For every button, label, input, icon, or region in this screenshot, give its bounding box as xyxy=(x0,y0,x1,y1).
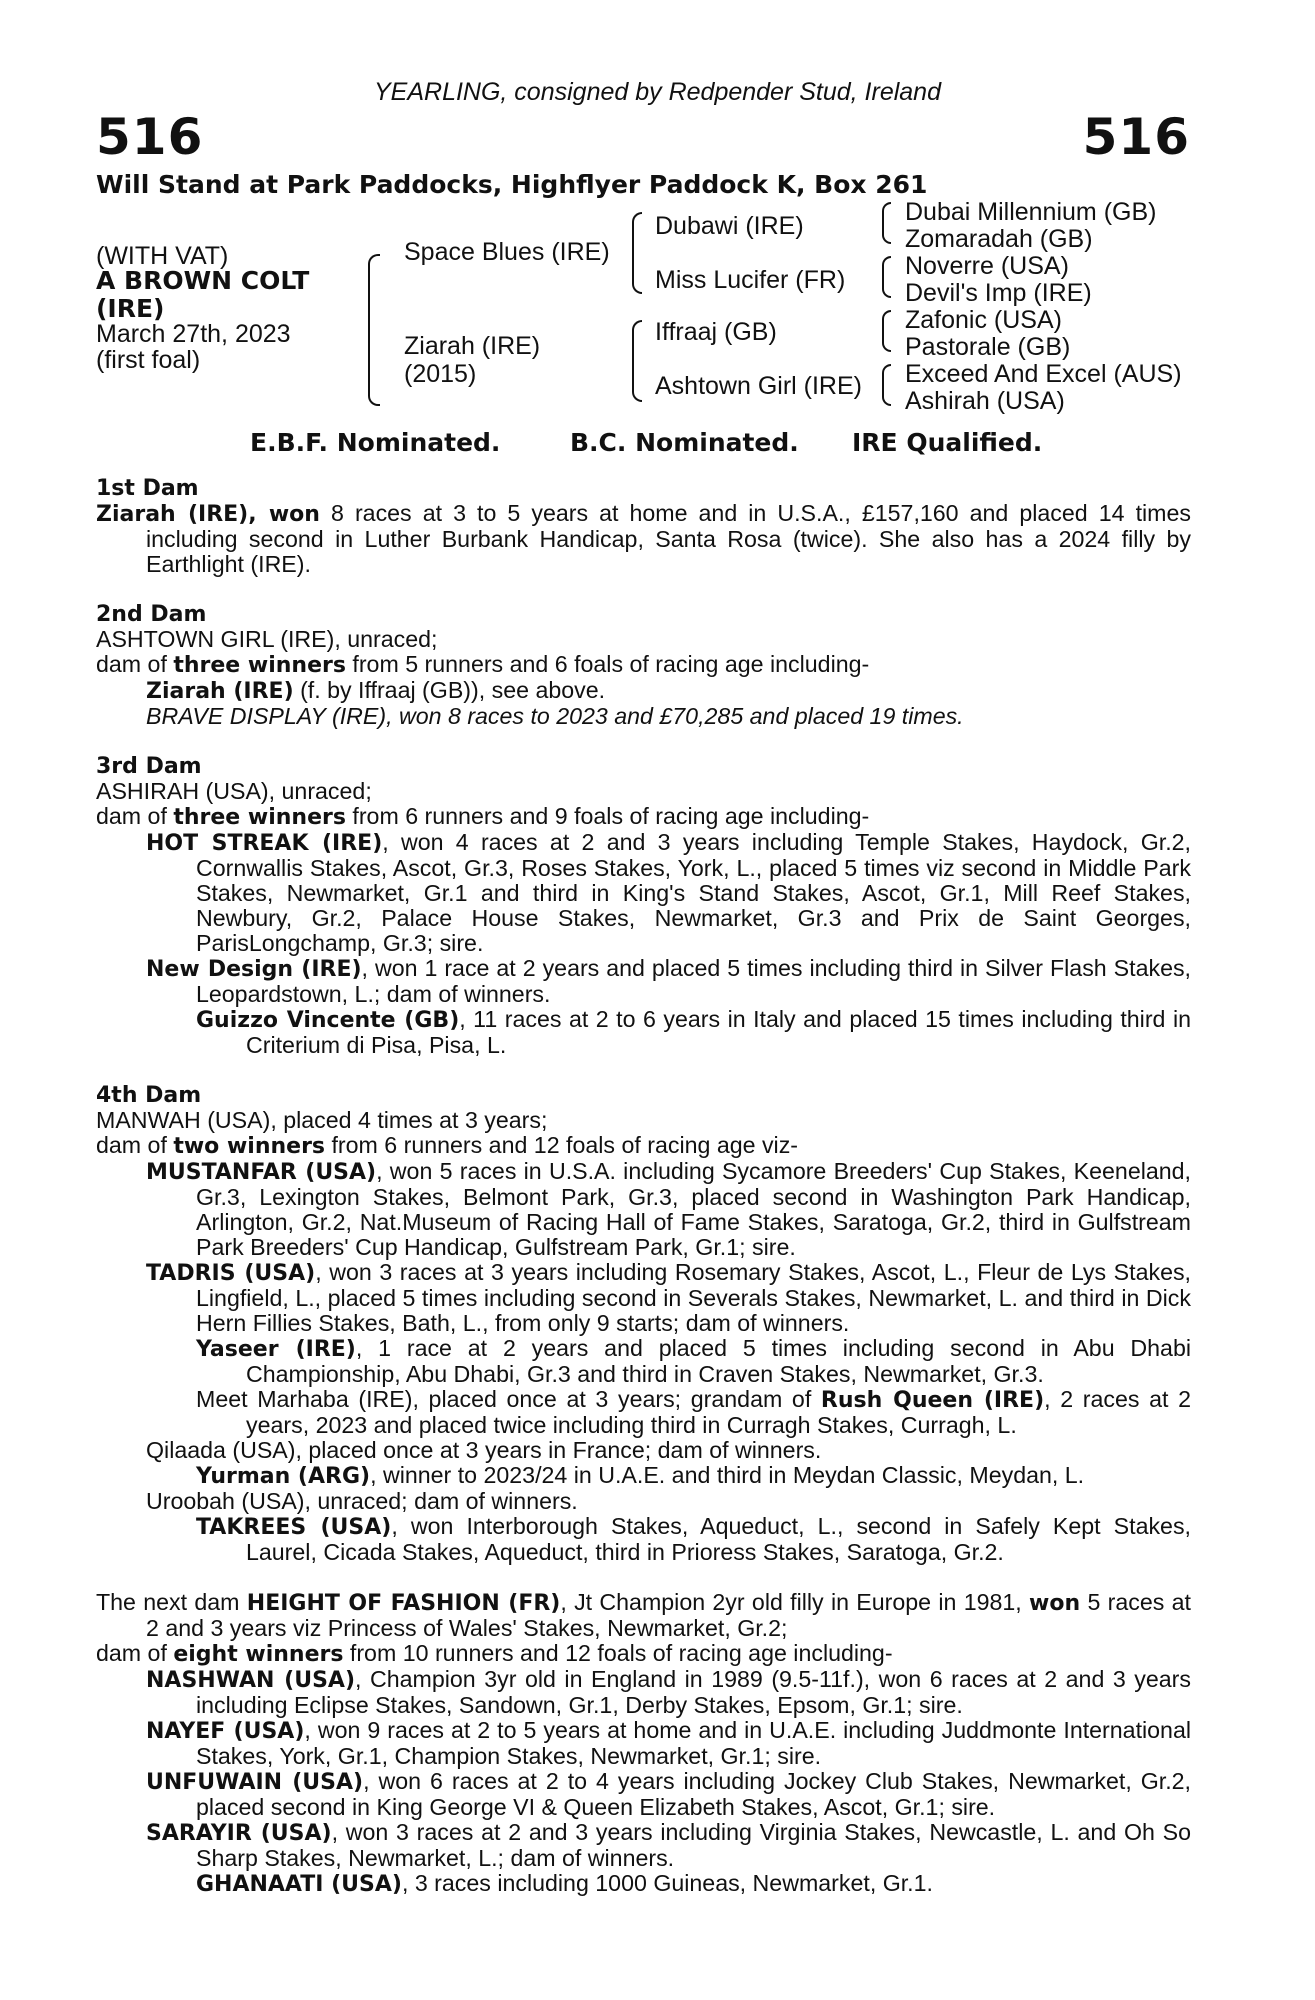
ire-qualified: IRE Qualified. xyxy=(852,428,1043,457)
pedigree-sire-dam: Miss Lucifer (FR) xyxy=(655,266,846,294)
dam4-entry-8: TAKREES (USA), won Interborough Stakes, Aqueduct, L., second in Safely Kept Stakes, Laurel, Cicada Stakes, Aqueduct, third in Prioress Stakes, Saratoga, Gr.2. xyxy=(196,1513,1191,1565)
foaling-date: March 27th, 2023 xyxy=(96,320,291,348)
pedigree-ddd: Ashirah (USA) xyxy=(905,387,1065,415)
pedigree-brace-dam xyxy=(632,320,642,402)
dam1-text: 8 races at 3 to 5 years at home and in U.S.A., £157,160 and placed 14 times including second in Luther Burbank Handicap, Santa Rosa (twice). She also has a 2024 filly by Earthlight (IRE). xyxy=(146,500,1191,577)
dam2-entry-1: Ziarah (IRE) (f. by Iffraaj (GB)), see above. xyxy=(146,677,606,704)
dam4-entry-1: MUSTANFAR (USA), won 5 races in U.S.A. including Sycamore Breeders' Cup Stakes, Keeneland, Gr.3, Lexington Stakes, Belmont Park, Gr.3, placed second in Washington Park Handicap, Arlington, Gr.2, Nat.Museum of Racing Hall of Fame Stakes, Saratoga, Gr.2, third in Gulfstream Park Breeders' Cup Handicap, Gulfstream Park, Gr.1; sire. xyxy=(146,1158,1191,1260)
dam3-entry-3: Guizzo Vincente (GB), 11 races at 2 to 6 years in Italy and placed 15 times including third in Criterium di Pisa, Pisa, L. xyxy=(196,1006,1191,1058)
dam2-produce-summary: dam of three winners from 5 runners and 6 foals of racing age including- xyxy=(96,651,870,678)
stand-location: Will Stand at Park Paddocks, Highflyer Paddock K, Box 261 xyxy=(96,170,928,199)
next-dam-entry-2: NAYEF (USA), won 9 races at 2 to 5 years at home and in U.A.E. including Juddmonte International Stakes, York, Gr.1, Champion Stakes, Newmarket, Gr.1; sire. xyxy=(146,1717,1192,1769)
dam1-heading: 1st Dam xyxy=(96,476,199,501)
dam2-line1: ASHTOWN GIRL (IRE), unraced; xyxy=(96,626,438,652)
dam3-produce-summary: dam of three winners from 6 runners and 9 foals of racing age including- xyxy=(96,803,870,830)
dam1-name: Ziarah (IRE), won xyxy=(96,502,320,527)
lot-number-left: 516 xyxy=(96,108,204,166)
pedigree-dam-line1: Ziarah (IRE) xyxy=(404,332,541,360)
pedigree-sss: Dubai Millennium (GB) xyxy=(905,198,1157,226)
pedigree-dam-line2: (2015) xyxy=(404,360,477,388)
pedigree-brace-dd xyxy=(882,364,891,406)
pedigree-sds: Noverre (USA) xyxy=(905,252,1069,280)
dam4-produce-summary: dam of two winners from 6 runners and 12 foals of racing age viz- xyxy=(96,1132,799,1159)
dam3-entry-2: New Design (IRE), won 1 race at 2 years and placed 5 times including third in Silver Flash Stakes, Leopardstown, L.; dam of winners. xyxy=(146,955,1191,1007)
pedigree-sire-sire: Dubawi (IRE) xyxy=(655,212,804,240)
dam3-heading: 3rd Dam xyxy=(96,754,202,779)
horse-name-line1: A BROWN COLT xyxy=(96,266,310,295)
lot-number-right: 516 xyxy=(1082,108,1190,166)
vat-note: (WITH VAT) xyxy=(96,242,229,270)
dam4-entry-7: Uroobah (USA), unraced; dam of winners. xyxy=(146,1488,578,1514)
dam3-entry-1: HOT STREAK (IRE), won 4 races at 2 and 3 years including Temple Stakes, Haydock, Gr.2, Cornwallis Stakes, Ascot, Gr.3, Roses Stakes, York, L., placed 5 times viz second in Middle Park Stakes, Newmarket, Gr.1 and third in King's Stand Stakes, Ascot, Gr.1, Mill Reef Stakes, Newbury, Gr.2, Palace House Stakes, Newmarket, Gr.3 and Prix de Saint Georges, ParisLongchamp, Gr.3; sire. xyxy=(146,829,1191,956)
dam4-entry-5: Qilaada (USA), placed once at 3 years in France; dam of winners. xyxy=(146,1437,822,1463)
pedigree-sdd: Devil's Imp (IRE) xyxy=(905,279,1092,307)
pedigree-ssd: Zomaradah (GB) xyxy=(905,225,1093,253)
dam4-entry-6: Yurman (ARG), winner to 2023/24 in U.A.E. and third in Meydan Classic, Meydan, L. xyxy=(196,1462,1085,1489)
foal-note: (first foal) xyxy=(96,346,201,374)
dam4-line1: MANWAH (USA), placed 4 times at 3 years; xyxy=(96,1107,548,1133)
dam2-entry-2: BRAVE DISPLAY (IRE), won 8 races to 2023 and £70,285 and placed 19 times. xyxy=(146,703,964,729)
next-dam-produce-summary: dam of eight winners from 10 runners and 12 foals of racing age including- xyxy=(96,1640,893,1667)
pedigree-brace-sd xyxy=(882,256,891,298)
produce-record xyxy=(96,476,1191,1897)
horse-name-line2: (IRE) xyxy=(96,294,165,323)
dam4-heading: 4th Dam xyxy=(96,1083,202,1108)
pedigree-dds: Exceed And Excel (AUS) xyxy=(905,360,1182,388)
next-dam-entry-3: UNFUWAIN (USA), won 6 races at 2 to 4 years including Jockey Club Stakes, Newmarket, Gr.2, placed second in King George VI & Queen Elizabeth Stakes, Ascot, Gr.1; sire. xyxy=(146,1768,1191,1820)
dam4-entry-4: Meet Marhaba (IRE), placed once at 3 years; grandam of Rush Queen (IRE), 2 races at 2 years, 2023 and placed twice including third in Curragh Stakes, Curragh, L. xyxy=(196,1386,1191,1438)
pedigree-brace-main xyxy=(368,254,380,406)
bc-nomination: B.C. Nominated. xyxy=(570,428,799,457)
next-dam-entry-1: NASHWAN (USA), Champion 3yr old in England in 1989 (9.5-11f.), won 6 races at 2 and 3 years including Eclipse Stakes, Sandown, Gr.1, Derby Stakes, Epsom, Gr.1; sire. xyxy=(146,1666,1191,1718)
pedigree-sire: Space Blues (IRE) xyxy=(404,238,610,266)
pedigree-dam-dam: Ashtown Girl (IRE) xyxy=(655,372,862,400)
pedigree-brace-sire xyxy=(632,212,642,294)
dam4-entry-3: Yaseer (IRE), 1 race at 2 years and placed 5 times including second in Abu Dhabi Championship, Abu Dhabi, Gr.3 and third in Craven Stakes, Newmarket, Gr.3. xyxy=(196,1335,1191,1387)
ebf-nomination: E.B.F. Nominated. xyxy=(250,428,501,457)
dam4-entry-2: TADRIS (USA), won 3 races at 3 years including Rosemary Stakes, Ascot, L., Fleur de Lys Stakes, Lingfield, L., placed 5 times including second in Severals Stakes, Newmarket, L. and third in Dick Hern Fillies Stakes, Bath, L., from only 9 starts; dam of winners. xyxy=(146,1259,1192,1336)
next-dam-entry-4: SARAYIR (USA), won 3 races at 2 and 3 years including Virginia Stakes, Newcastle, L. and Oh So Sharp Stakes, Newmarket, L.; dam of winners. xyxy=(146,1819,1191,1871)
pedigree-brace-ss xyxy=(882,202,891,244)
consignment-line: YEARLING, consigned by Redpender Stud, Ireland xyxy=(373,78,941,106)
pedigree-dsd: Pastorale (GB) xyxy=(905,333,1071,361)
dam1-entry xyxy=(96,501,1191,577)
next-dam-entry: The next dam HEIGHT OF FASHION (FR), Jt Champion 2yr old filly in Europe in 1981, won 5 races at 2 and 3 years viz Princess of Wales' Stakes, Newmarket, Gr.2; xyxy=(96,1589,1191,1641)
dam2-heading: 2nd Dam xyxy=(96,602,207,627)
pedigree-brace-ds xyxy=(882,310,891,352)
pedigree-dam-sire: Iffraaj (GB) xyxy=(655,318,777,346)
pedigree-dss: Zafonic (USA) xyxy=(905,306,1062,334)
next-dam-entry-5: GHANAATI (USA), 3 races including 1000 Guineas, Newmarket, Gr.1. xyxy=(196,1870,933,1897)
dam3-line1: ASHIRAH (USA), unraced; xyxy=(96,778,372,804)
